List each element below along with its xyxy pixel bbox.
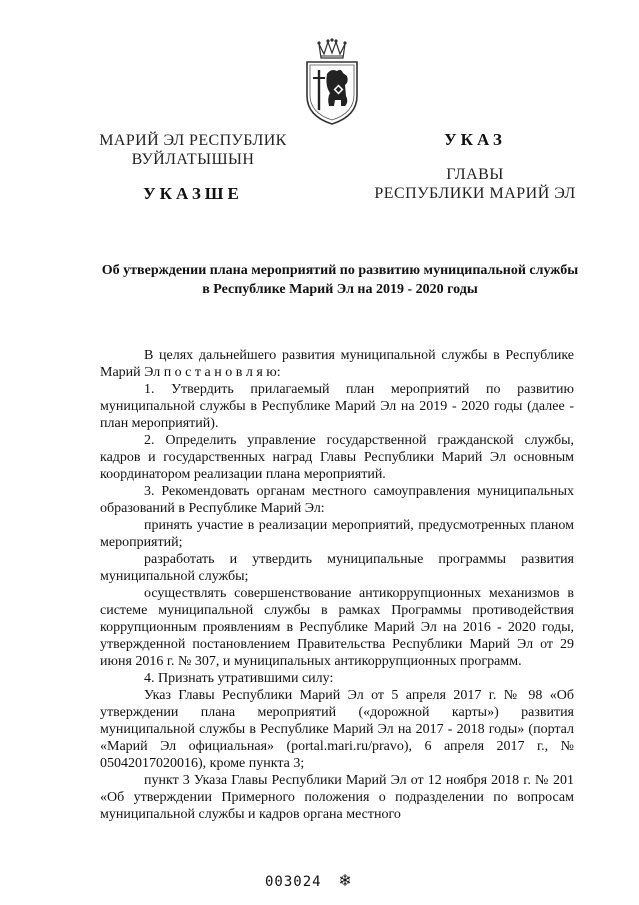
paragraph-item-3-sub-1: принять участие в реализации мероприятий, предусмотренных планом мероприятий; (100, 518, 574, 550)
right-header-line-2: ГЛАВЫ (446, 166, 504, 183)
paragraph-item-2: 2. Определить управление государственной гражданской службы, кадров и государственных наград Главы Республики Марий Эл основным координатором реализации плана мероприятий. (100, 433, 574, 482)
right-header-line-3: РЕСПУБЛИКИ МАРИЙ ЭЛ (374, 185, 576, 202)
document-body (100, 347, 574, 823)
paragraph-preamble: В целях дальнейшего развития муниципальной службы в Республике Марий Эл п о с т а н о в л я ю: (100, 348, 574, 380)
snowflake-icon: ❄ (339, 870, 352, 891)
document-title: Об утверждении плана мероприятий по развитию муниципальной службы в Республике Марий Эл на 2019 - 2020 годы (101, 263, 579, 297)
left-header-line-1: МАРИЙ ЭЛ РЕСПУБЛИК (99, 132, 287, 149)
paragraph-item-1: 1. Утвердить прилагаемый план мероприятий по развитию муниципальной службы в Республике Марий Эл на 2019 - 2020 годы (далее - план мероприятий). (100, 382, 574, 431)
paragraph-item-4-sub-2: пункт 3 Указа Главы Республики Марий Эл от 12 ноября 2018 г. № 201 «Об утверждении Примерного положения о подразделении по вопросам муниципальной службы и кадров органа местного (100, 773, 574, 822)
right-header-decree-word: УКАЗ (444, 130, 506, 149)
right-header (370, 130, 580, 203)
paragraph-item-3-sub-3: осуществлять совершенствование антикоррупционных механизмов в системе муниципальной службы в рамках Программы противодействия коррупционным проявлениям в Республике Марий Эл на 2016 - 2020 годы, утвержденной постановлением Правительства Республики Марий Эл от 29 июня 2016 г. № 307, и муниципальных антикоррупционных программ. (100, 586, 574, 669)
page-footer (265, 870, 385, 891)
paragraph-item-4: 4. Признать утратившими силу: (144, 671, 334, 686)
left-header (93, 131, 293, 204)
paragraph-item-3-sub-2: разработать и утвердить муниципальные программы развития муниципальной службы; (100, 552, 574, 584)
left-header-decree-word: УКАЗШЕ (143, 184, 243, 203)
serial-number: 003024 (265, 874, 322, 890)
paragraph-item-3: 3. Рекомендовать органам местного самоуправления муниципальных образований в Республике Марий Эл: (100, 484, 574, 516)
coat-of-arms-emblem (297, 38, 367, 126)
left-header-line-2: ВУЙЛАТЫШЫН (131, 151, 255, 168)
paragraph-item-4-sub-1: Указ Главы Республики Марий Эл от 5 апреля 2017 г. № 98 «Об утверждении плана мероприятий («дорожной карты») развития муниципальной службы в Республике Марий Эл на 2017 - 2018 годы» (портал «Марий Эл официальная» (portal.mari.ru/pravo), 6 апреля 2017 г., № 05042017020016), кроме пункта 3; (100, 688, 574, 771)
